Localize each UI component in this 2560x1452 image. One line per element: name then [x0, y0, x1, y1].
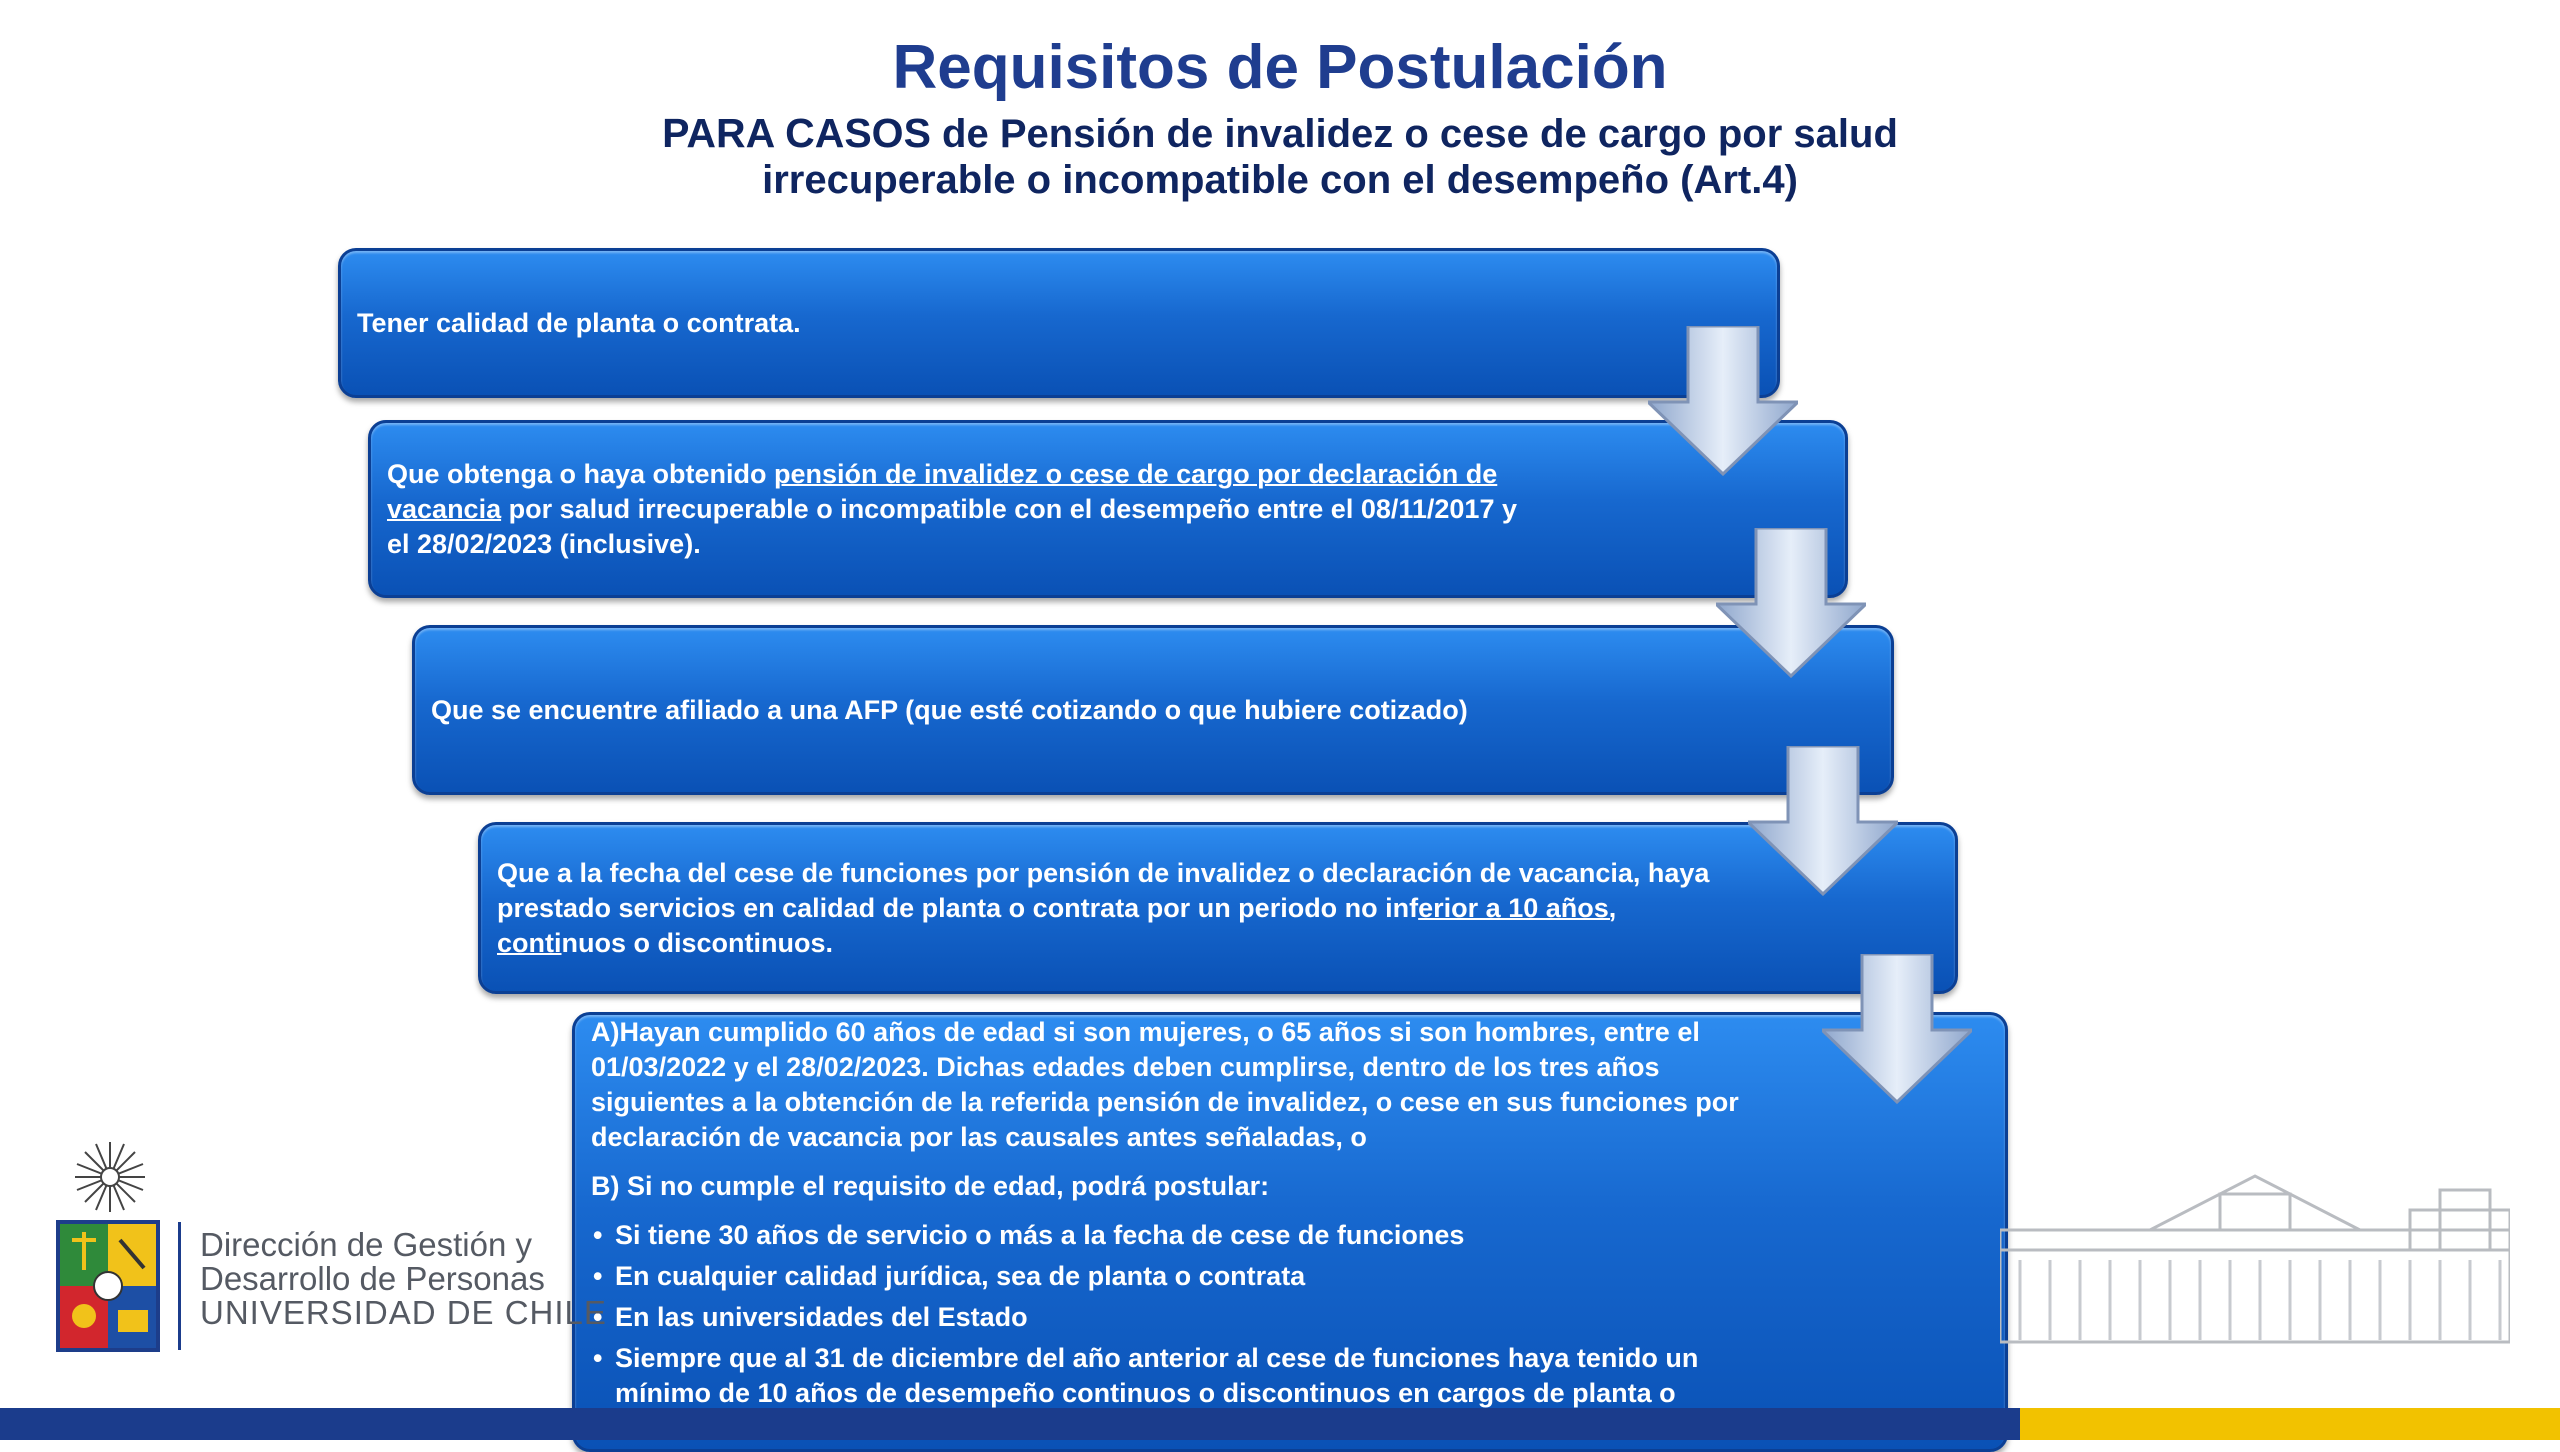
step-5-bullet: • En cualquier calidad jurídica, sea de planta o contrata	[591, 1259, 1771, 1294]
org-divider	[178, 1222, 181, 1350]
page-subtitle	[0, 110, 2560, 203]
star-burst-icon	[75, 1142, 145, 1212]
step-5-bullet: • En las universidades del Estado	[591, 1300, 1771, 1335]
shield-icon	[58, 1222, 158, 1350]
down-arrow-icon	[1822, 954, 1972, 1104]
step-2-text-before: Que obtenga o haya obtenido	[387, 458, 775, 489]
step-5-content	[591, 1015, 1771, 1446]
university-building-illustration	[2000, 1170, 2510, 1348]
step-4-text-underlined: erior a 10 años, conti	[497, 892, 1617, 958]
step-4-text	[497, 856, 1737, 961]
org-line-2: Desarrollo de Personas	[200, 1260, 545, 1297]
step-4-text-before: Que a la fecha del cese de funciones por pensión de invalidez o declaración de vacancia, haya prestado servicios en calidad de planta o contrata por un periodo no inf	[497, 857, 1710, 923]
step-2-text-underlined: pensión de invalidez o cese de cargo por declaración de vacancia	[387, 458, 1498, 524]
step-5-gap-2	[591, 1204, 1771, 1218]
step-5-option-b: B) Si no cumple el requisito de edad, podrá postular:	[591, 1171, 1270, 1201]
footer-gold-band	[2000, 1408, 2560, 1440]
org-line-1: Dirección de Gestión y	[200, 1226, 532, 1263]
step-5-option-a: A)Hayan cumplido 60 años de edad si son mujeres, o 65 años si son hombres, entre el 01/03/2022 y el 28/02/2023. Dichas edades deben cumplirse, dentro de los tres años siguientes a la obtención de la referida pensión de invalidez, o cese en sus funciones por declaración de vacancia por las causales antes señaladas, o	[591, 1017, 1739, 1152]
down-arrow-icon	[1716, 528, 1866, 678]
org-line-3: UNIVERSIDAD DE CHILE	[200, 1294, 607, 1331]
step-4-text-after: nuos o discontinuos.	[561, 927, 833, 958]
step-3-text: Que se encuentre afiliado a una AFP (que esté cotizando o que hubiere cotizado)	[431, 694, 1468, 725]
footer-blue-band	[0, 1408, 2020, 1440]
step-5-box	[572, 1012, 2008, 1452]
step-4-box	[478, 822, 1958, 994]
page-title: Requisitos de Postulación	[892, 33, 1668, 102]
subtitle-line-2: irrecuperable o incompatible con el desempeño (Art.4)	[762, 158, 1798, 202]
subtitle-line-1-rest: de Pensión de invalidez o cese de cargo por salud	[930, 112, 1898, 156]
down-arrow-icon	[1748, 746, 1898, 896]
university-crest-logo	[52, 1140, 192, 1360]
down-arrow-icon	[1648, 326, 1798, 476]
step-3-box	[412, 625, 1894, 795]
step-1-text: Tener calidad de planta o contrata.	[357, 307, 801, 338]
step-2-text-after: por salud irrecuperable o incompatible con el desempeño entre el 08/11/2017 y el 28/02/2023 (inclusive).	[387, 493, 1517, 559]
step-5-bullet: • Si tiene 30 años de servicio o más a la fecha de cese de funciones	[591, 1218, 1771, 1253]
step-2-text	[387, 457, 1537, 562]
step-5-bullet: • Siempre que al 31 de diciembre del año anterior al cese de funciones haya tenido un mínimo de 10 años de desempeño continuos o discontinuos en cargos de planta o	[591, 1341, 1771, 1446]
org-name	[200, 1228, 607, 1330]
step-1-box	[338, 248, 1780, 398]
subtitle-line-1	[0, 110, 2560, 157]
step-5-gap	[591, 1155, 1771, 1169]
step-2-box	[368, 420, 1848, 598]
subtitle-strong: PARA CASOS	[662, 110, 931, 156]
